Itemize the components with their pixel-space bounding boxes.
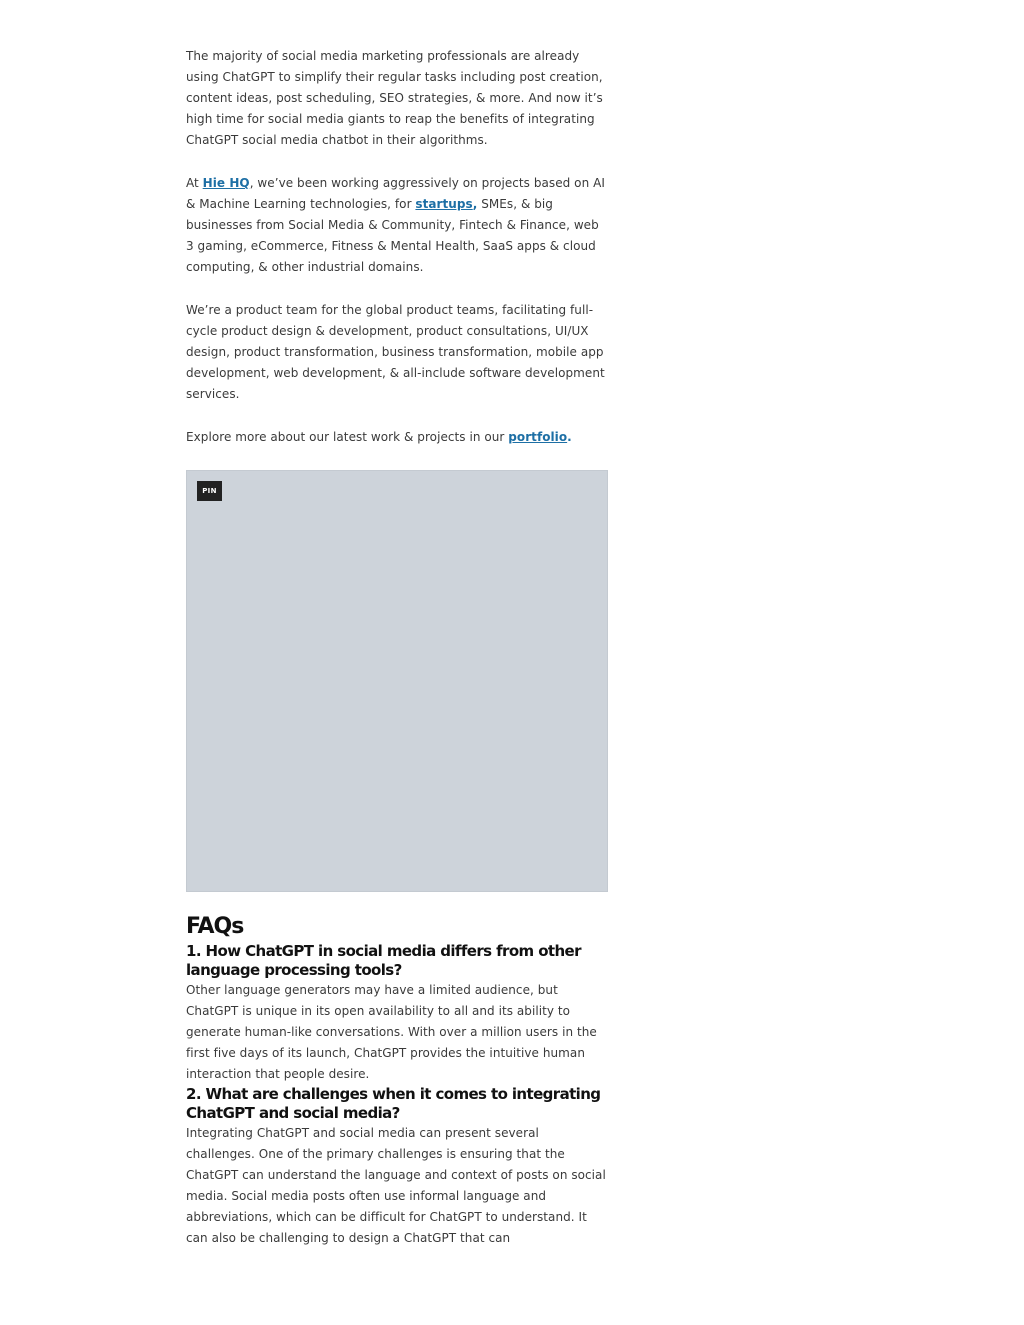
portfolio-link[interactable]: portfolio (508, 430, 568, 444)
hie-suffix-text: SMEs, & big businesses from Social Media & Community, Fintech & Finance, web 3 gaming, eCommerce, Fitness & Mental Health, SaaS apps & cloud computing, & other industrial domains. (186, 197, 599, 274)
product-team-paragraph: We’re a product team for the global product teams, facilitating full-cycle product design & development, product consultations, UI/UX design, product transformation, business transformation, mobile app development, web development, & all-include software development services. (186, 303, 605, 401)
hie-hq-paragraph (186, 173, 610, 278)
explore-prefix-text: Explore more about our latest work & projects in our (186, 430, 509, 444)
intro-paragraph: The majority of social media marketing professionals are already using ChatGPT to simplify their regular tasks including post creation, content ideas, post scheduling, SEO strategies, & more. And now it’s high time for social media giants to reap the benefits of integrating ChatGPT social media chatbot in their algorithms. (186, 49, 603, 147)
explore-suffix-text: . (567, 430, 572, 444)
faq-answer-1: Other language generators may have a limited audience, but ChatGPT is unique in its open availability to all and its ability to generate human-like conversations. With over a million users in the first five days of its launch, ChatGPT provides the intuitive human interaction that people desire. (186, 983, 597, 1081)
pin-button[interactable]: PIN (197, 481, 222, 501)
hie-middle-text: , we’ve been working aggressively on projects based on AI & Machine Learning technologies, for (186, 176, 605, 211)
article-image-placeholder (186, 470, 608, 892)
startups-comma: , (472, 197, 478, 211)
explore-paragraph (186, 427, 610, 448)
faq-question-1: 1. How ChatGPT in social media differs from other language processing tools? (186, 942, 581, 979)
faq-question-2: 2. What are challenges when it comes to integrating ChatGPT and social media? (186, 1085, 601, 1122)
hie-hq-link[interactable]: Hie HQ (202, 176, 250, 190)
startups-link[interactable]: startups (415, 197, 473, 211)
faq-answer-2: Integrating ChatGPT and social media can present several challenges. One of the primary challenges is ensuring that the ChatGPT can understand the language and context of posts on social media. Social media posts often use informal language and abbreviations, which can be difficult for ChatGPT to understand. It can also be challenging to design a ChatGPT that can (186, 1126, 606, 1245)
hie-prefix-text: At (186, 176, 203, 190)
faq-heading: FAQs (186, 914, 244, 939)
article-content (186, 46, 610, 1249)
